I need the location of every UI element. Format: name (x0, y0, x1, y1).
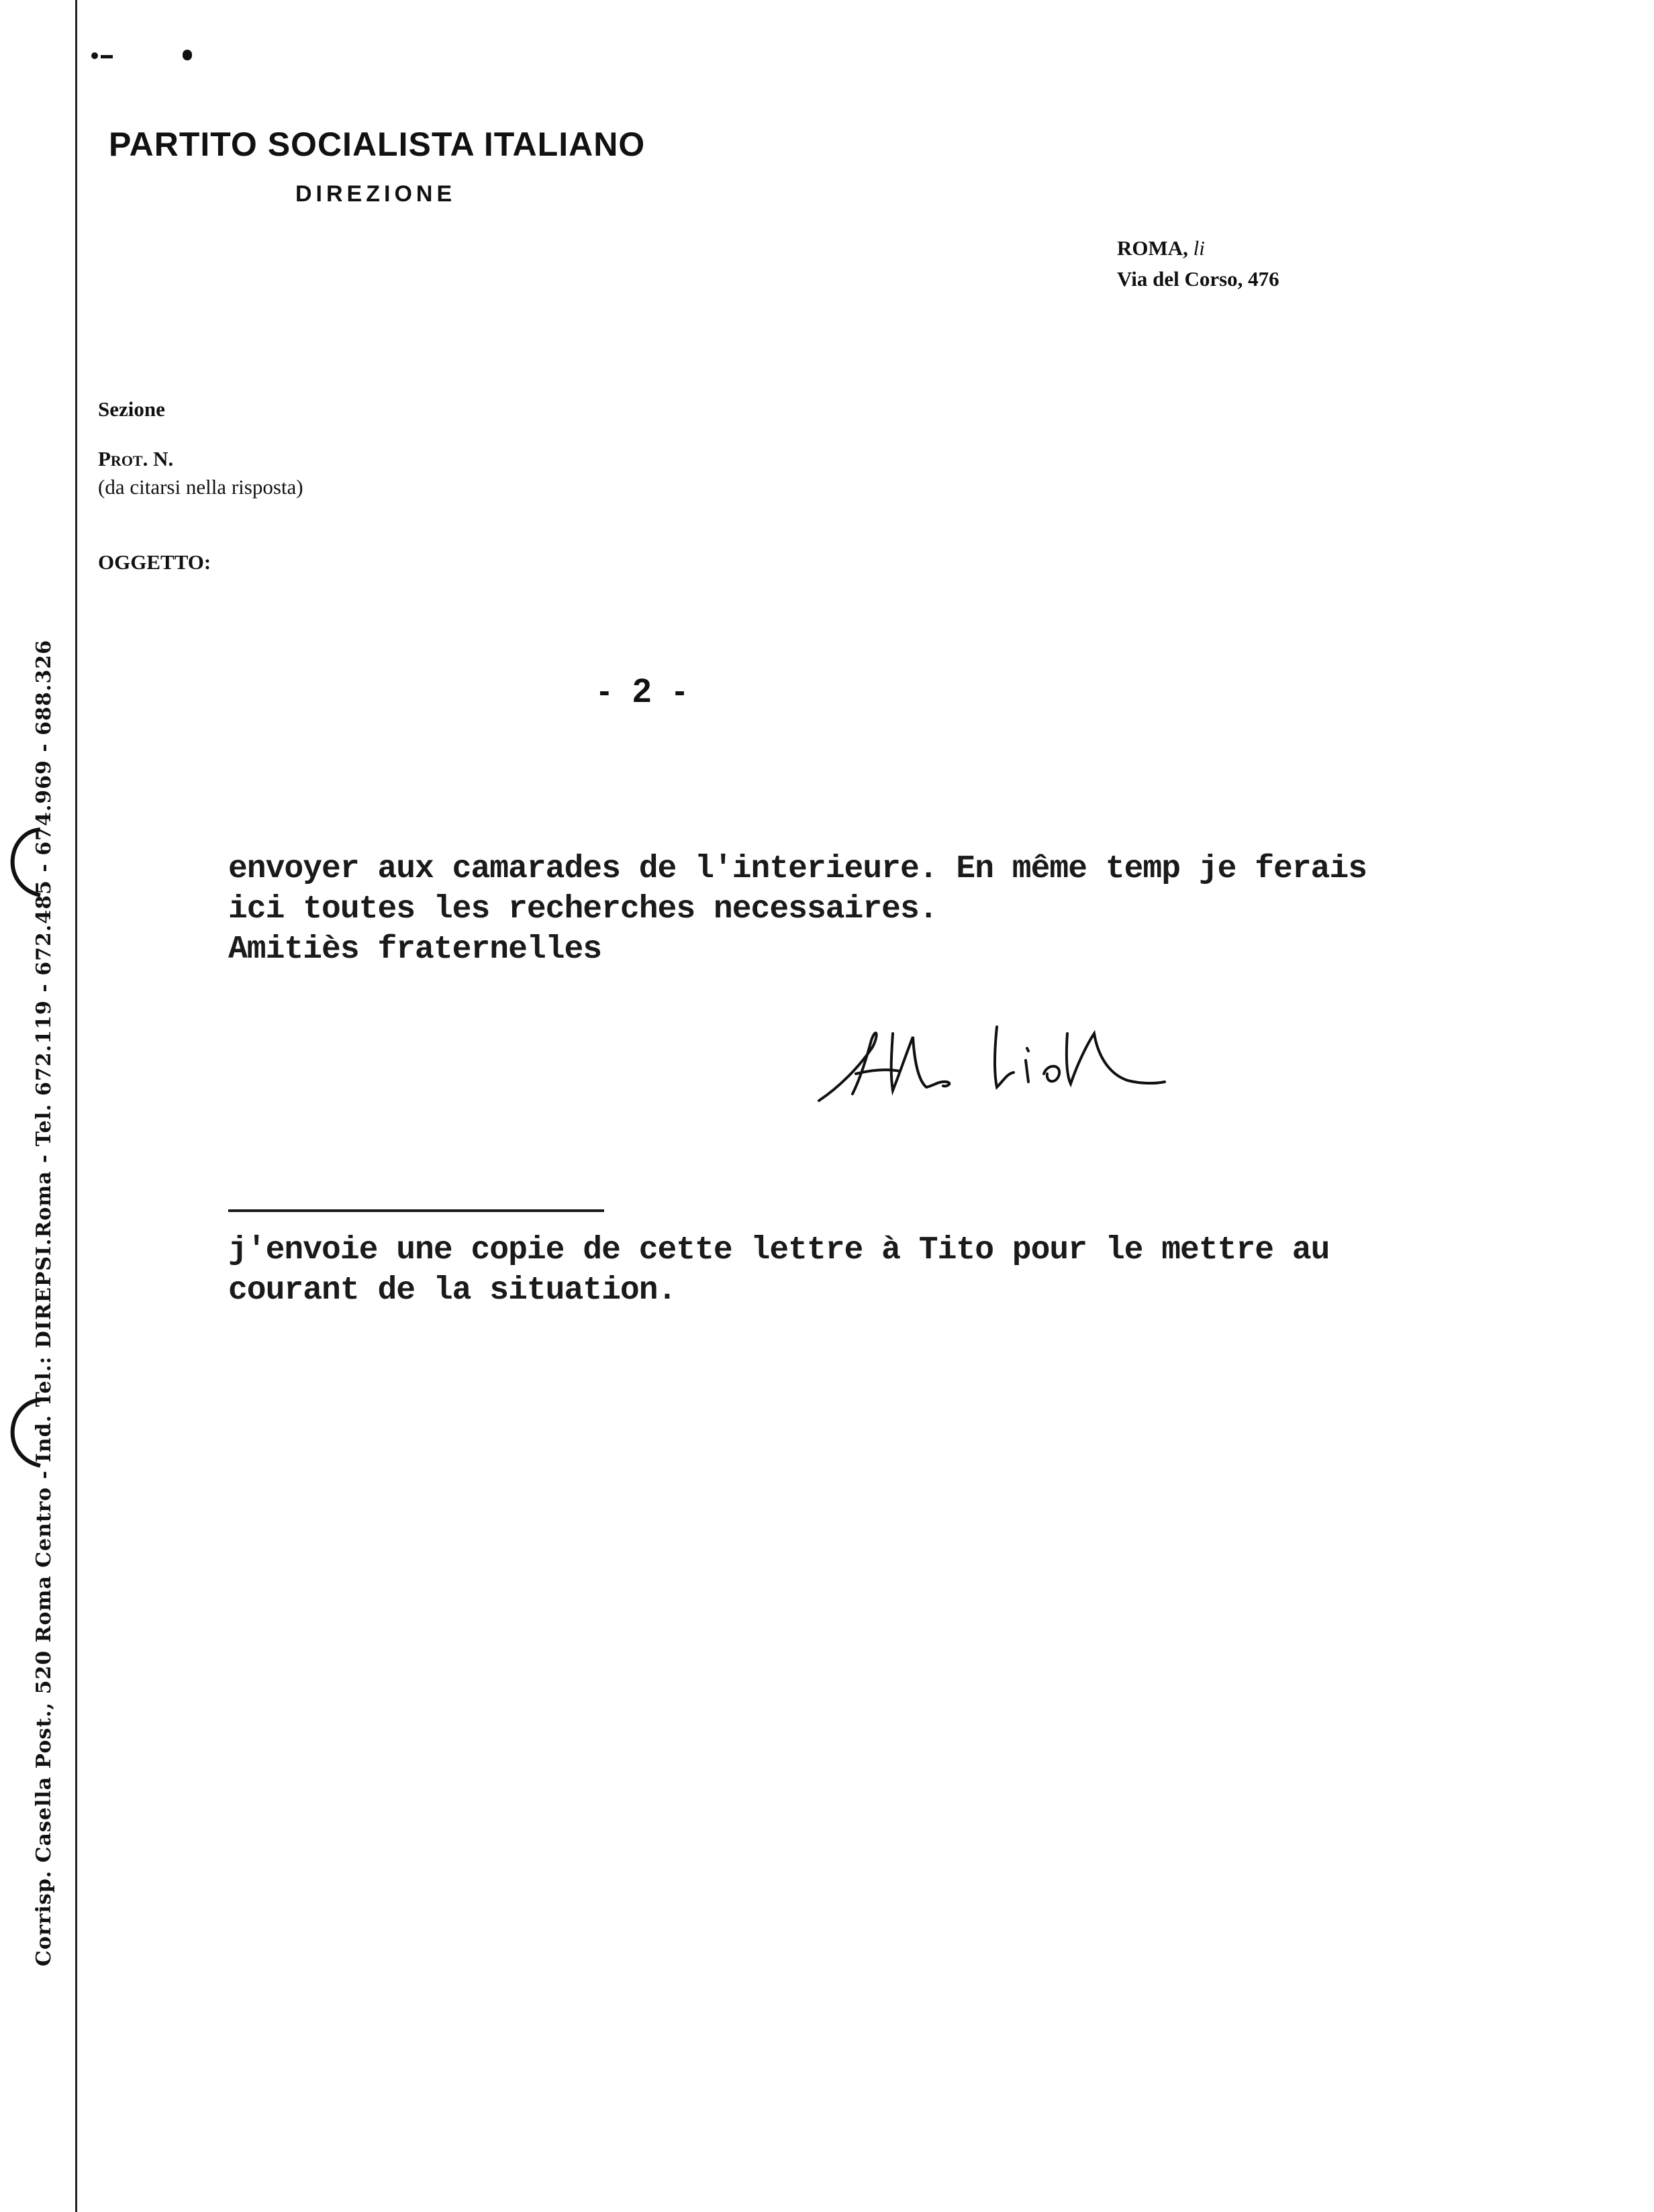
page-number: - 2 - (599, 672, 692, 709)
protocol-note: (da citarsi nella risposta) (98, 475, 303, 499)
punch-mark (183, 50, 192, 60)
place-date-line (1117, 236, 1205, 260)
party-name: PARTITO SOCIALISTA ITALIANO (109, 125, 646, 163)
postscript-divider (228, 1209, 604, 1212)
binder-hole-mark (0, 1396, 47, 1470)
department-name: DIREZIONE (295, 181, 456, 207)
letterhead-contact-strip: Corrisp. Casella Post., 520 Roma Centro - Ind. Tel.: DIREPSI.Roma - Tel. 672.119 - 672.485 - 674.969 - 688.326 (32, 640, 56, 1966)
protocol-number-label: Prot. N. (98, 447, 174, 470)
body-line: ici toutes les recherches necessaires. (228, 891, 938, 927)
handwritten-signature (812, 1007, 1202, 1127)
date-prefix: li (1193, 236, 1205, 260)
sezione-label: Sezione (98, 397, 165, 421)
subject-label: OGGETTO: (98, 550, 211, 574)
punch-mark (91, 52, 98, 59)
binder-hole-mark (0, 825, 47, 899)
city: ROMA, (1117, 236, 1188, 260)
postscript-line: courant de la situation. (228, 1272, 677, 1309)
body-line: Amitiès fraternelles (228, 932, 602, 968)
punch-mark (101, 55, 113, 58)
street-address: Via del Corso, 476 (1117, 267, 1279, 291)
left-margin-rule (75, 0, 77, 2212)
postscript-line: j'envoie une copie de cette lettre à Tito pour le mettre au (228, 1232, 1330, 1268)
body-line: envoyer aux camarades de l'interieure. En même temp je ferais (228, 851, 1367, 887)
